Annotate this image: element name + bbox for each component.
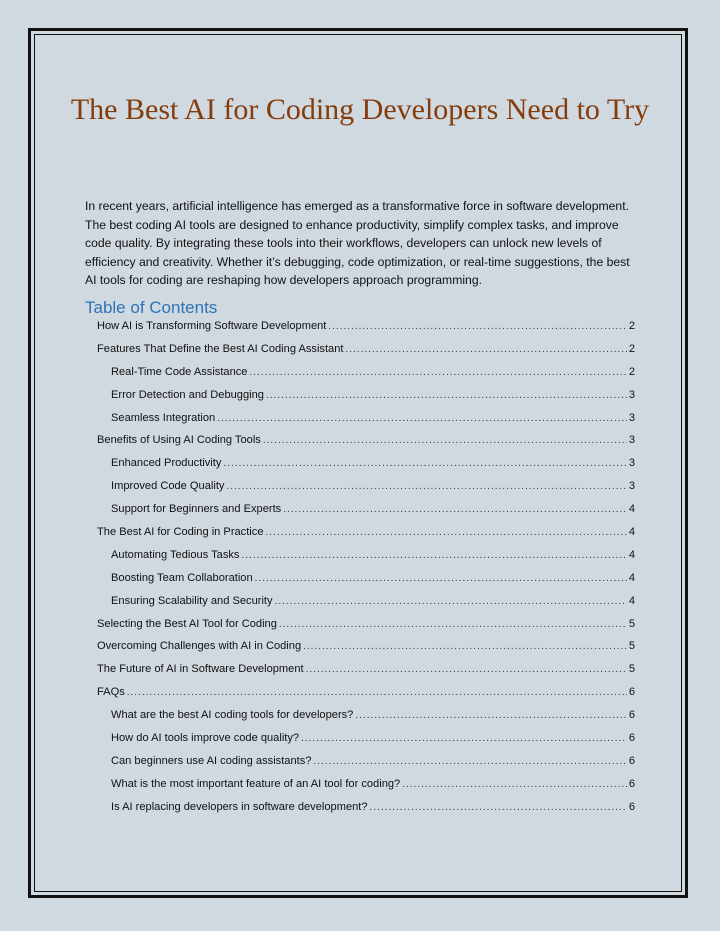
toc-entry-text: How do AI tools improve code quality? <box>111 732 300 745</box>
toc-entry-page: 6 <box>628 709 635 722</box>
toc-entry[interactable] <box>97 686 635 709</box>
toc-entry[interactable] <box>97 663 635 686</box>
toc-entry-text: Is AI replacing developers in software development? <box>111 800 368 813</box>
toc-entry-page: 4 <box>628 548 635 561</box>
toc-entry-text: Automating Tedious Tasks <box>111 548 240 561</box>
toc-entry[interactable] <box>97 434 635 457</box>
toc-entry-page: 3 <box>628 388 635 401</box>
toc-leader-dots <box>279 619 627 630</box>
toc-entry[interactable] <box>97 457 635 480</box>
toc-leader-dots <box>402 779 627 790</box>
toc-leader-dots <box>249 367 626 378</box>
toc-entry-text: What is the most important feature of an AI tool for coding? <box>111 777 401 790</box>
toc-entry[interactable] <box>97 755 635 778</box>
toc-entry-text: The Best AI for Coding in Practice <box>97 526 264 539</box>
toc-leader-dots <box>303 641 627 652</box>
toc-leader-dots <box>301 733 627 744</box>
toc-entry-page: 4 <box>628 526 635 539</box>
table-of-contents <box>97 320 635 824</box>
toc-entry-page: 4 <box>628 503 635 516</box>
toc-entry-page: 4 <box>628 594 635 607</box>
toc-entry-page: 5 <box>628 640 635 653</box>
toc-entry[interactable] <box>97 778 635 801</box>
toc-entry-text: Support for Beginners and Experts <box>111 503 282 516</box>
intro-paragraph: In recent years, artificial intelligence has emerged as a transformative force in software development. The best coding AI tools are designed to enhance productivity, simplify complex tasks, and improve code quality. By integrating these tools into their workflows, developers can unlock new levels of efficiency and creativity. Whether it’s debugging, code optimization, or real-time suggestions, the best AI tools for coding are reshaping how developers approach programming. <box>85 199 630 287</box>
toc-entry-text: Can beginners use AI coding assistants? <box>111 754 312 767</box>
toc-leader-dots <box>266 390 627 401</box>
document-title: The Best AI for Coding Developers Need to Try <box>70 93 650 126</box>
toc-entry-page: 6 <box>628 686 635 699</box>
toc-entry[interactable] <box>97 389 635 412</box>
toc-entry-page: 2 <box>628 320 635 332</box>
toc-leader-dots <box>355 710 626 721</box>
toc-leader-dots <box>370 802 627 813</box>
toc-entry[interactable] <box>97 572 635 595</box>
toc-leader-dots <box>226 481 626 492</box>
toc-leader-dots <box>217 413 627 424</box>
toc-entry-text: Ensuring Scalability and Security <box>111 594 273 607</box>
toc-entry-text: Enhanced Productivity <box>111 457 222 470</box>
toc-leader-dots <box>263 435 627 446</box>
toc-leader-dots <box>127 687 627 698</box>
toc-entry[interactable] <box>97 503 635 526</box>
toc-entry-page: 6 <box>628 732 635 745</box>
toc-entry[interactable] <box>97 618 635 641</box>
toc-entry[interactable] <box>97 732 635 755</box>
toc-entry[interactable] <box>97 412 635 435</box>
toc-entry-text: How AI is Transforming Software Development <box>97 320 327 332</box>
toc-entry-text: Features That Define the Best AI Coding Assistant <box>97 342 344 355</box>
toc-entry[interactable] <box>97 801 635 824</box>
toc-entry-page: 3 <box>628 457 635 470</box>
toc-entry-page: 6 <box>628 754 635 767</box>
toc-entry-page: 3 <box>628 411 635 424</box>
toc-entry-text: Boosting Team Collaboration <box>111 571 253 584</box>
toc-entry-text: Benefits of Using AI Coding Tools <box>97 434 261 447</box>
toc-leader-dots <box>255 573 627 584</box>
toc-leader-dots <box>306 664 627 675</box>
toc-entry-text: Improved Code Quality <box>111 480 225 493</box>
toc-entry[interactable] <box>97 320 635 343</box>
toc-entry[interactable] <box>97 709 635 732</box>
toc-entry[interactable] <box>97 640 635 663</box>
toc-leader-dots <box>328 321 626 332</box>
toc-leader-dots <box>345 344 626 355</box>
toc-entry[interactable] <box>97 549 635 572</box>
toc-entry[interactable] <box>97 480 635 503</box>
toc-entry-text: Overcoming Challenges with AI in Coding <box>97 640 302 653</box>
toc-entry-page: 5 <box>628 663 635 676</box>
toc-entry-page: 2 <box>628 342 635 355</box>
toc-entry[interactable] <box>97 595 635 618</box>
toc-entry-text: Seamless Integration <box>111 411 216 424</box>
toc-leader-dots <box>313 756 626 767</box>
toc-entry-text: Error Detection and Debugging <box>111 388 264 401</box>
toc-entry-text: The Future of AI in Software Development <box>97 663 304 676</box>
toc-entry-text: Selecting the Best AI Tool for Coding <box>97 617 277 630</box>
toc-leader-dots <box>283 504 627 515</box>
toc-entry[interactable] <box>97 343 635 366</box>
toc-entry[interactable] <box>97 526 635 549</box>
toc-leader-dots <box>266 527 627 538</box>
toc-entry-text: FAQs <box>97 686 125 699</box>
toc-entry-page: 5 <box>628 617 635 630</box>
toc-entry-page: 3 <box>628 434 635 447</box>
toc-leader-dots <box>241 550 626 561</box>
toc-entry-text: Real-Time Code Assistance <box>111 365 248 378</box>
toc-leader-dots <box>275 596 627 607</box>
toc-heading: Table of Contents <box>85 298 218 317</box>
toc-entry-page: 6 <box>628 777 635 790</box>
toc-entry-page: 2 <box>628 365 635 378</box>
toc-entry-page: 4 <box>628 571 635 584</box>
toc-entry-page: 3 <box>628 480 635 493</box>
toc-entry-page: 6 <box>628 800 635 813</box>
toc-entry[interactable] <box>97 366 635 389</box>
toc-entry-text: What are the best AI coding tools for developers? <box>111 709 354 722</box>
toc-leader-dots <box>223 458 626 469</box>
